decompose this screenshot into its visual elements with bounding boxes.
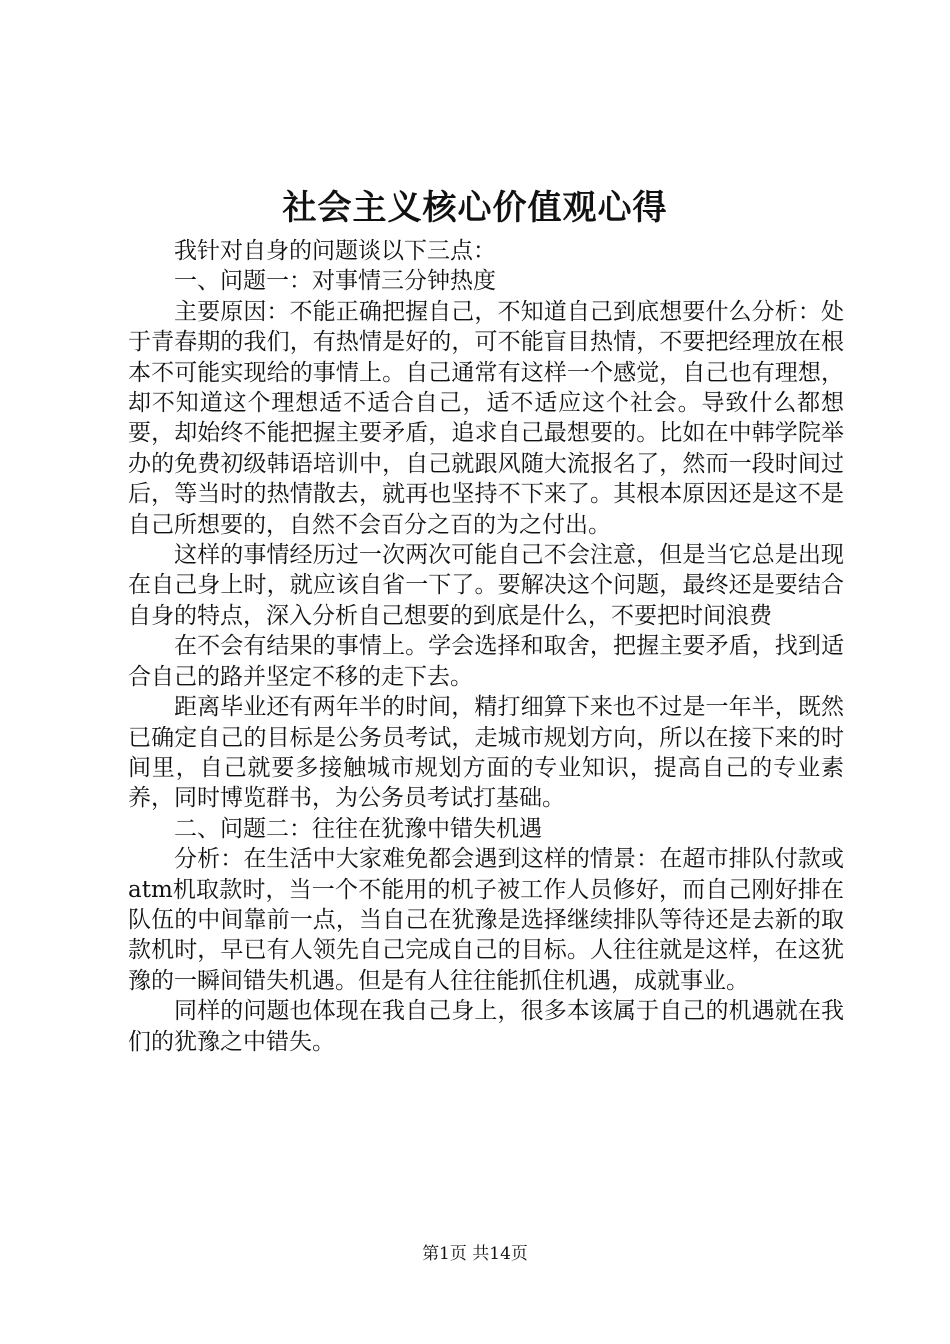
paragraph: 这样的事情经历过一次两次可能自己不会注意，但是当它总是出现在自己身上时，就应该自省一下了。要解决这个问题，最终还是要结合自身的特点，深入分析自己想要的到底是什么，不要把时间浪费 [128,542,844,629]
section-heading: 一、问题一：对事情三分钟热度 [174,268,496,295]
document-title: 社会主义核心价值观心得 [282,188,668,228]
paragraph: 主要原因：不能正确把握自己，不知道自己到底想要什么分析：处于青春期的我们，有热情是好的，可不能盲目热情，不要把经理放在根本不可能实现给的事情上。自己通常有这样一个感觉，自己也有理想，却不知道这个理想适不适合自己，适不适应这个社会。导致什么都想要，却始终不能把握主要矛盾，追求自己最想要的。比如在中韩学院举办的免费初级韩语培训中，自己就跟风随大流报名了，然而一段时间过后，等当时的热情散去，就再也坚持不下来了。其根本原因还是这不是自己所想要的，自然不会百分之百的为之付出。 [128,298,844,538]
paragraph: 在不会有结果的事情上。学会选择和取舍，把握主要矛盾，找到适合自己的路并坚定不移的走下去。 [128,633,844,690]
section-heading: 二、问题二：往往在犹豫中错失机遇 [174,815,542,842]
document-body [128,236,844,1057]
paragraph: 我针对自身的问题谈以下三点： [174,238,496,264]
paragraph: 同样的问题也体现在我自己身上，很多本该属于自己的机遇就在我们的犹豫之中错失。 [128,998,844,1055]
paragraph: 距离毕业还有两年半的时间，精打细算下来也不过是一年半，既然已确定自己的目标是公务员考试，走城市规划方向，所以在接下来的时间里，自己就要多接触城市规划方面的专业知识，提高自己的专业素养，同时博览群书，为公务员考试打基础。 [128,694,844,812]
paragraph: 分析：在生活中大家难免都会遇到这样的情景：在超市排队付款或atm机取款时，当一个不能用的机子被工作人员修好，而自己刚好排在队伍的中间靠前一点，当自己在犹豫是选择继续排队等待还是去新的取款机时，早已有人领先自己完成自己的目标。人往往就是这样，在这犹豫的一瞬间错失机遇。但是有人往往能抓住机遇，成就事业。 [128,846,844,994]
page-number-footer: 第1页 共14页 [422,1244,528,1264]
